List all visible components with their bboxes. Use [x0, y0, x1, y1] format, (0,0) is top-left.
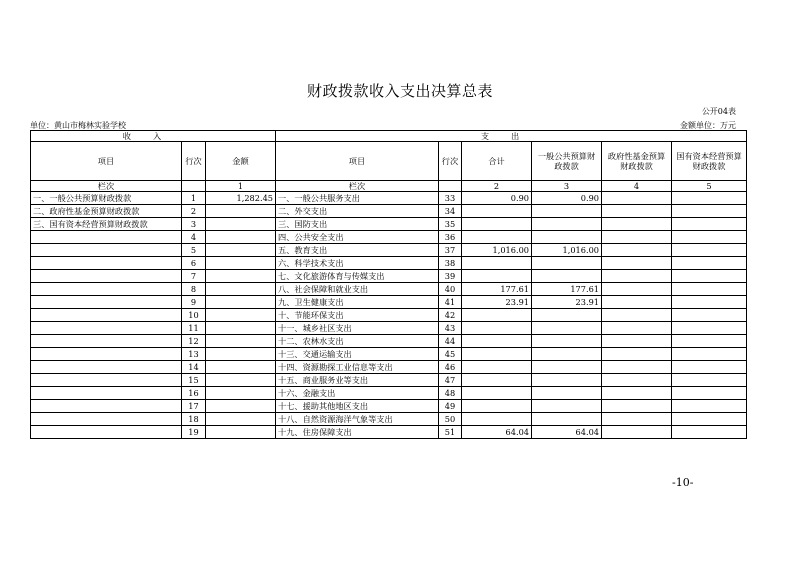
gov-fund-cell: [602, 413, 672, 426]
general-budget-cell: [532, 322, 602, 335]
general-budget-cell: [532, 361, 602, 374]
income-amount-cell: [206, 270, 276, 283]
expense-row-no-cell: 34: [439, 205, 462, 218]
income-amount-cell: [206, 387, 276, 400]
total-cell: [462, 348, 532, 361]
table-row: [31, 335, 747, 348]
total-cell: [462, 322, 532, 335]
general-budget-cell: [532, 387, 602, 400]
gov-fund-cell: [602, 283, 672, 296]
income-item-cell: 二、政府性基金预算财政拨款: [31, 205, 182, 218]
income-row-no-cell: 18: [182, 413, 206, 426]
gov-fund-header: 政府性基金预算财政拨款: [602, 142, 672, 181]
income-amount-cell: 1,282.45: [206, 192, 276, 205]
expense-row-no-cell: 39: [439, 270, 462, 283]
income-row-no-cell: 9: [182, 296, 206, 309]
table-row: [31, 257, 747, 270]
expense-item-cell: 五、教育支出: [276, 244, 439, 257]
total-cell: [462, 387, 532, 400]
general-budget-cell: [532, 270, 602, 283]
income-item-cell: [31, 374, 182, 387]
table-row: [31, 283, 747, 296]
expense-item-cell: 九、卫生健康支出: [276, 296, 439, 309]
total-cell: [462, 257, 532, 270]
income-amount-cell: [206, 309, 276, 322]
table-row: [31, 270, 747, 283]
state-capital-cell: [672, 257, 747, 270]
expense-index-row-cell: [439, 181, 462, 192]
gov-fund-cell: [602, 231, 672, 244]
income-item-cell: [31, 361, 182, 374]
income-item-cell: [31, 322, 182, 335]
general-budget-cell: [532, 335, 602, 348]
state-capital-cell: [672, 413, 747, 426]
income-amount-cell: [206, 348, 276, 361]
state-capital-cell: [672, 231, 747, 244]
expense-index-label: 栏次: [276, 181, 439, 192]
budget-summary-table: [30, 130, 747, 439]
income-amount-header: 金额: [206, 142, 276, 181]
total-header: 合计: [462, 142, 532, 181]
income-item-cell: [31, 257, 182, 270]
gov-fund-cell: [602, 192, 672, 205]
expense-item-cell: 十、节能环保支出: [276, 309, 439, 322]
expense-row-no-cell: 46: [439, 361, 462, 374]
state-capital-cell: [672, 348, 747, 361]
expense-item-cell: 二、外交支出: [276, 205, 439, 218]
income-item-cell: [31, 283, 182, 296]
state-capital-cell: [672, 400, 747, 413]
total-cell: 23.91: [462, 296, 532, 309]
state-capital-cell: [672, 335, 747, 348]
expense-item-cell: 六、科学技术支出: [276, 257, 439, 270]
expense-row-no-cell: 33: [439, 192, 462, 205]
gov-fund-cell: [602, 218, 672, 231]
income-item-cell: [31, 426, 182, 439]
expense-row-no-cell: 51: [439, 426, 462, 439]
gov-fund-cell: [602, 296, 672, 309]
income-row-no-cell: 4: [182, 231, 206, 244]
income-item-header: 项目: [31, 142, 182, 181]
state-capital-cell: [672, 374, 747, 387]
state-capital-cell: [672, 218, 747, 231]
state-capital-cell: [672, 244, 747, 257]
expense-item-cell: 十二、农林水支出: [276, 335, 439, 348]
state-capital-cell: [672, 296, 747, 309]
income-amount-cell: [206, 374, 276, 387]
expense-item-cell: 十五、商业服务业等支出: [276, 374, 439, 387]
general-budget-cell: [532, 413, 602, 426]
gov-fund-cell: [602, 400, 672, 413]
expense-item-cell: 十九、住房保障支出: [276, 426, 439, 439]
income-index-label: 栏次: [31, 181, 182, 192]
table-row: [31, 205, 747, 218]
income-row-no-cell: 8: [182, 283, 206, 296]
expense-item-cell: 十一、城乡社区支出: [276, 322, 439, 335]
income-row-no-cell: 7: [182, 270, 206, 283]
gov-fund-cell: [602, 361, 672, 374]
state-capital-cell: [672, 387, 747, 400]
expense-row-no-cell: 43: [439, 322, 462, 335]
income-row-no-cell: 16: [182, 387, 206, 400]
table-row: [31, 322, 747, 335]
income-item-cell: [31, 231, 182, 244]
state-capital-cell: [672, 192, 747, 205]
table-row: [31, 426, 747, 439]
expense-row-no-cell: 37: [439, 244, 462, 257]
table-row: [31, 400, 747, 413]
income-item-cell: [31, 335, 182, 348]
gov-fund-cell: [602, 387, 672, 400]
general-budget-cell: 64.04: [532, 426, 602, 439]
income-row-no-cell: 13: [182, 348, 206, 361]
general-budget-cell: [532, 348, 602, 361]
general-budget-cell: 23.91: [532, 296, 602, 309]
table-row: [31, 361, 747, 374]
income-amount-cell: [206, 244, 276, 257]
income-row-no-cell: 12: [182, 335, 206, 348]
income-item-cell: 一、一般公共预算财政拨款: [31, 192, 182, 205]
income-amount-cell: [206, 231, 276, 244]
income-index-1: 1: [206, 181, 276, 192]
total-cell: [462, 218, 532, 231]
general-budget-header: 一般公共预算财政拨款: [532, 142, 602, 181]
income-item-cell: [31, 244, 182, 257]
column-index-row: [31, 181, 747, 192]
gov-fund-cell: [602, 335, 672, 348]
total-cell: 1,016.00: [462, 244, 532, 257]
total-cell: [462, 400, 532, 413]
reporting-unit: 单位：黄山市梅林实验学校: [30, 121, 126, 130]
income-item-cell: [31, 413, 182, 426]
income-row-no-cell: 3: [182, 218, 206, 231]
income-amount-cell: [206, 283, 276, 296]
income-row-no-cell: 11: [182, 322, 206, 335]
table-row: [31, 192, 747, 205]
expense-item-header: 项目: [276, 142, 439, 181]
income-item-cell: [31, 270, 182, 283]
expense-row-header: 行次: [439, 142, 462, 181]
expense-row-no-cell: 48: [439, 387, 462, 400]
table-row: [31, 244, 747, 257]
total-cell: 0.90: [462, 192, 532, 205]
general-budget-cell: [532, 205, 602, 218]
expense-index-4: 4: [602, 181, 672, 192]
expense-row-no-cell: 47: [439, 374, 462, 387]
expense-row-no-cell: 35: [439, 218, 462, 231]
general-budget-cell: [532, 257, 602, 270]
state-capital-cell: [672, 270, 747, 283]
expense-section-label: 支出: [276, 131, 747, 142]
income-row-no-cell: 14: [182, 361, 206, 374]
income-item-cell: [31, 387, 182, 400]
table-row: [31, 387, 747, 400]
income-amount-cell: [206, 361, 276, 374]
gov-fund-cell: [602, 270, 672, 283]
income-amount-cell: [206, 296, 276, 309]
state-capital-cell: [672, 426, 747, 439]
state-capital-cell: [672, 361, 747, 374]
expense-row-no-cell: 41: [439, 296, 462, 309]
general-budget-cell: [532, 309, 602, 322]
expense-item-cell: 三、国防支出: [276, 218, 439, 231]
income-amount-cell: [206, 413, 276, 426]
income-item-cell: [31, 296, 182, 309]
total-cell: [462, 309, 532, 322]
expense-row-no-cell: 42: [439, 309, 462, 322]
expense-item-cell: 十六、金融支出: [276, 387, 439, 400]
income-amount-cell: [206, 257, 276, 270]
page-number: -10-: [672, 476, 694, 489]
expense-item-cell: 十四、资源勘探工业信息等支出: [276, 361, 439, 374]
income-item-cell: [31, 309, 182, 322]
expense-row-no-cell: 36: [439, 231, 462, 244]
income-row-no-cell: 17: [182, 400, 206, 413]
total-cell: [462, 374, 532, 387]
expense-row-no-cell: 38: [439, 257, 462, 270]
state-capital-cell: [672, 283, 747, 296]
total-cell: 64.04: [462, 426, 532, 439]
gov-fund-cell: [602, 205, 672, 218]
total-cell: [462, 231, 532, 244]
general-budget-cell: [532, 374, 602, 387]
table-row: [31, 218, 747, 231]
gov-fund-cell: [602, 374, 672, 387]
total-cell: [462, 205, 532, 218]
page-title: 财政拨款收入支出决算总表: [306, 82, 493, 100]
state-capital-cell: [672, 205, 747, 218]
total-cell: [462, 361, 532, 374]
general-budget-cell: 0.90: [532, 192, 602, 205]
expense-item-cell: 七、文化旅游体育与传媒支出: [276, 270, 439, 283]
income-row-no-cell: 2: [182, 205, 206, 218]
income-amount-cell: [206, 205, 276, 218]
gov-fund-cell: [602, 426, 672, 439]
expense-item-cell: 一、一般公共服务支出: [276, 192, 439, 205]
income-row-no-cell: 10: [182, 309, 206, 322]
income-row-no-cell: 15: [182, 374, 206, 387]
income-row-header: 行次: [182, 142, 206, 181]
expense-item-cell: 四、公共安全支出: [276, 231, 439, 244]
gov-fund-cell: [602, 309, 672, 322]
amount-unit: 金额单位：万元: [680, 121, 736, 130]
expense-row-no-cell: 50: [439, 413, 462, 426]
form-code: 公开04表: [701, 107, 736, 116]
state-capital-cell: [672, 309, 747, 322]
gov-fund-cell: [602, 322, 672, 335]
total-cell: [462, 270, 532, 283]
income-section-label: 收入: [31, 131, 276, 142]
general-budget-cell: 1,016.00: [532, 244, 602, 257]
income-item-cell: [31, 348, 182, 361]
expense-index-5: 5: [672, 181, 747, 192]
expense-item-cell: 十八、自然资源海洋气象等支出: [276, 413, 439, 426]
table-row: [31, 296, 747, 309]
income-row-no-cell: 19: [182, 426, 206, 439]
table-row: [31, 348, 747, 361]
table-row: [31, 231, 747, 244]
income-index-row-cell: [182, 181, 206, 192]
expense-row-no-cell: 45: [439, 348, 462, 361]
table-row: [31, 309, 747, 322]
state-capital-header: 国有资本经营预算财政拨款: [672, 142, 747, 181]
income-amount-cell: [206, 322, 276, 335]
gov-fund-cell: [602, 244, 672, 257]
income-amount-cell: [206, 218, 276, 231]
expense-item-cell: 八、社会保障和就业支出: [276, 283, 439, 296]
table-row: [31, 413, 747, 426]
total-cell: 177.61: [462, 283, 532, 296]
income-row-no-cell: 5: [182, 244, 206, 257]
state-capital-cell: [672, 322, 747, 335]
column-header-row: [31, 142, 747, 181]
total-cell: [462, 413, 532, 426]
gov-fund-cell: [602, 257, 672, 270]
expense-item-cell: 十七、援助其他地区支出: [276, 400, 439, 413]
general-budget-cell: [532, 400, 602, 413]
expense-index-2: 2: [462, 181, 532, 192]
income-row-no-cell: 1: [182, 192, 206, 205]
income-item-cell: 三、国有资本经营预算财政拨款: [31, 218, 182, 231]
general-budget-cell: [532, 218, 602, 231]
expense-row-no-cell: 49: [439, 400, 462, 413]
expense-row-no-cell: 44: [439, 335, 462, 348]
expense-item-cell: 十三、交通运输支出: [276, 348, 439, 361]
income-item-cell: [31, 400, 182, 413]
general-budget-cell: [532, 231, 602, 244]
income-amount-cell: [206, 335, 276, 348]
income-amount-cell: [206, 400, 276, 413]
expense-index-3: 3: [532, 181, 602, 192]
general-budget-cell: 177.61: [532, 283, 602, 296]
income-amount-cell: [206, 426, 276, 439]
gov-fund-cell: [602, 348, 672, 361]
expense-row-no-cell: 40: [439, 283, 462, 296]
total-cell: [462, 335, 532, 348]
table-row: [31, 374, 747, 387]
section-header-row: [31, 131, 747, 142]
income-row-no-cell: 6: [182, 257, 206, 270]
